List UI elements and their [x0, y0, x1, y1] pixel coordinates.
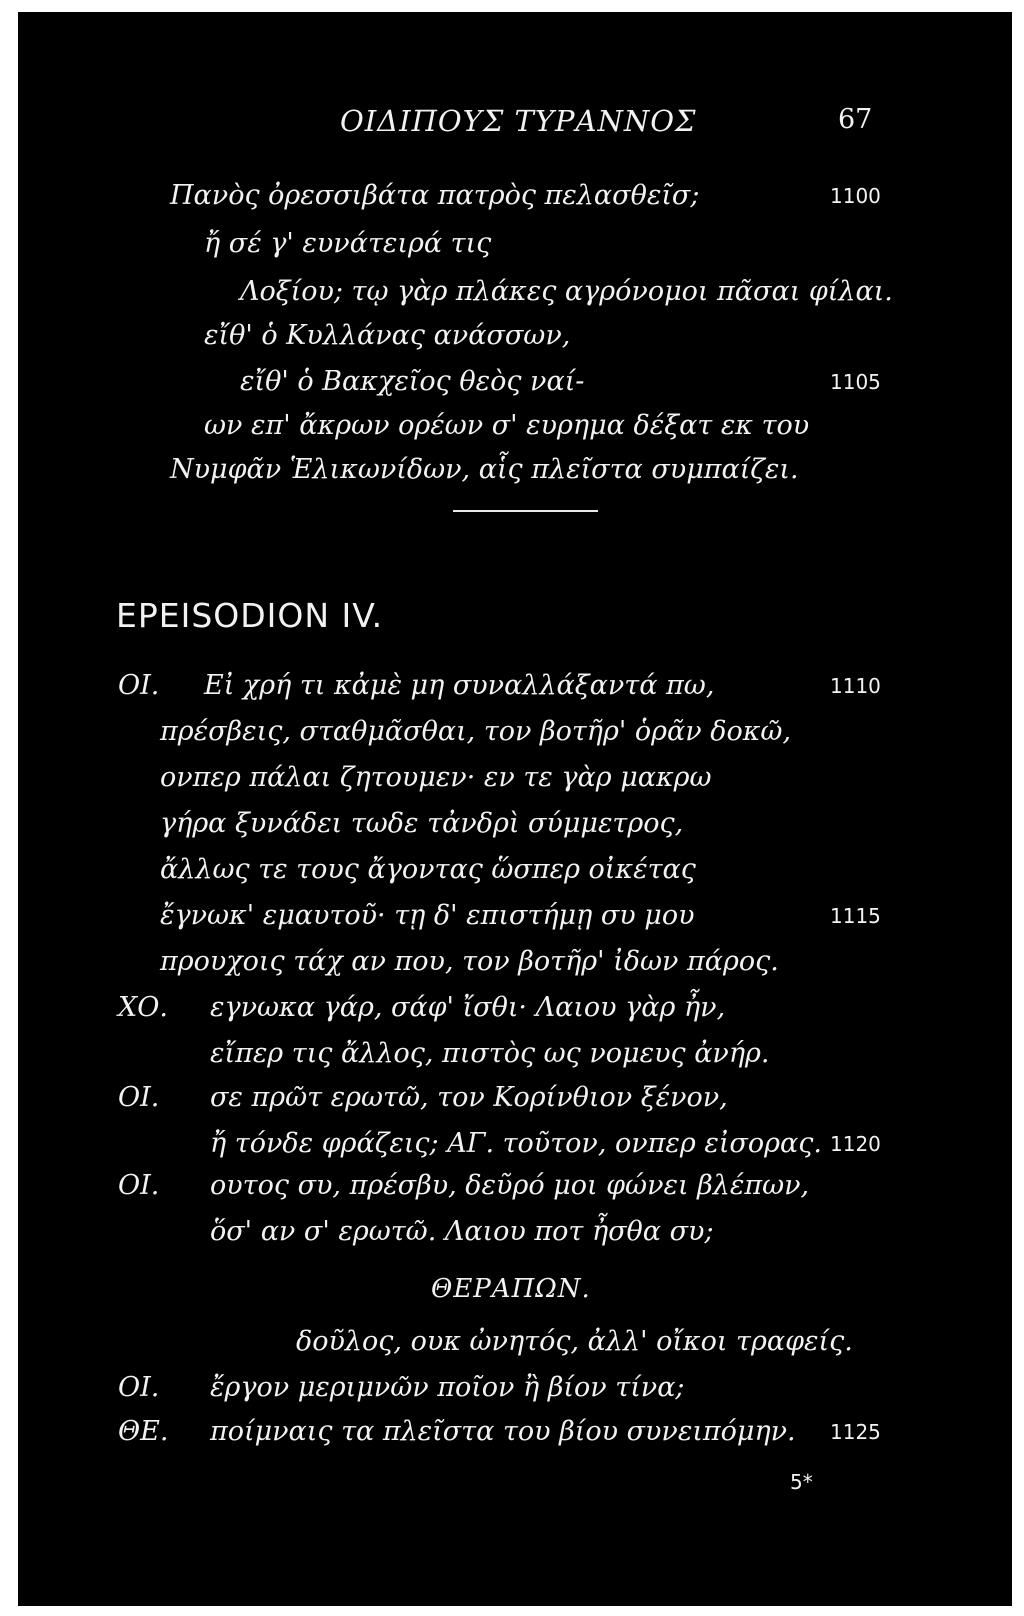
page-number: 67	[838, 104, 873, 135]
verse-line	[18, 454, 1012, 494]
line-number: 1105	[830, 370, 881, 394]
dialogue-line	[18, 854, 1012, 894]
dialogue-line	[18, 1038, 1012, 1078]
verse-text: δοῦλος, ουκ ὠνητός, ἀλλ' οἴκοι τραφείς.	[296, 1326, 853, 1357]
line-number: 1125	[830, 1420, 881, 1444]
line-number: 1115	[830, 904, 881, 928]
verse-text: εἴθ' ὁ Κυλλάνας ανάσσων,	[204, 320, 571, 351]
verse-text: ποίμναις τα πλεῖστα του βίου συνειπόμην.	[210, 1416, 796, 1447]
verse-line	[18, 366, 1012, 406]
speaker-label: ΟΙ.	[118, 1372, 160, 1403]
verse-line	[18, 276, 1012, 316]
running-title: ΟΙΔΙΠΟΥΣ ΤΥΡΑΝΝΟΣ	[340, 104, 697, 138]
verse-text: ὅσ' αν σ' ερωτῶ. Λαιου ποτ ἦσθα συ;	[210, 1216, 714, 1247]
dialogue-line	[18, 992, 1012, 1032]
verse-text: ουτος συ, πρέσβυ, δεῦρό μοι φώνει βλέπων,	[210, 1170, 810, 1201]
dialogue-line	[18, 946, 1012, 986]
speaker-label: ΟΙ.	[118, 1170, 160, 1201]
line-number: 1110	[830, 674, 881, 698]
verse-text: προυχοις τάχ αν που, τον βοτῆρ' ἰδων πάρος.	[160, 946, 779, 977]
speaker-label: ΧΟ.	[118, 992, 168, 1023]
verse-line	[18, 410, 1012, 450]
line-number: 1120	[830, 1132, 881, 1156]
verse-line	[18, 228, 1012, 268]
verse-text: ἤ τόνδε φράζεις; ΑΓ. τοῦτον, ονπερ εἰσορας.	[210, 1128, 822, 1159]
running-header	[18, 104, 1012, 144]
verse-text: Πανὸς ὀρεσσιβάτα πατρὸς πελασθεῖσ;	[170, 180, 700, 211]
line-number: 1100	[830, 184, 881, 208]
dialogue-line	[18, 762, 1012, 802]
dialogue-line	[18, 1416, 1012, 1456]
verse-text: ἔργον μεριμνῶν ποῖον ἢ βίον τίνα;	[210, 1372, 685, 1403]
dialogue-line	[18, 1170, 1012, 1210]
dialogue-line	[18, 1082, 1012, 1122]
verse-text: γήρα ξυνάδει τωδε τἀνδρὶ σύμμετρος,	[160, 808, 684, 839]
signature-mark: 5*	[790, 1470, 813, 1494]
speaker-label: ΟΙ.	[118, 1082, 160, 1113]
speaker-label: ΟΙ.	[118, 670, 160, 701]
scanned-page	[18, 12, 1012, 1606]
verse-text: ἄλλως τε τους ἄγοντας ὥσπερ οἰκέτας	[160, 854, 696, 885]
verse-text: ἤ σέ γ' ευνάτειρά τις	[204, 228, 492, 259]
verse-text: σε πρῶτ ερωτῶ, τον Κορίνθιον ξένον,	[210, 1082, 728, 1113]
dialogue-line	[18, 1326, 1012, 1366]
dialogue-line	[18, 716, 1012, 756]
speaker-label: ΘΕ.	[118, 1416, 169, 1447]
dialogue-line	[18, 670, 1012, 710]
verse-text: πρέσβεις, σταθμᾶσθαι, τον βοτῆρ' ὁρᾶν δοκῶ,	[160, 716, 792, 747]
verse-line	[18, 320, 1012, 360]
dialogue-line	[18, 1216, 1012, 1256]
verse-text: εγνωκα γάρ, σάφ' ἴσθι· Λαιου γὰρ ἦν,	[210, 992, 726, 1023]
book-page	[18, 12, 1012, 1606]
verse-text: ἔγνωκ' εμαυτοῦ· τῃ δ' επιστήμῃ συ μου	[160, 900, 695, 931]
speaker-heading: ΘΕΡΑΠΩΝ.	[431, 1274, 591, 1304]
verse-text: Εἰ χρή τι κἀμὲ μη συναλλάξαντά πω,	[204, 670, 715, 701]
verse-text: Νυμφᾶν Ἑλικωνίδων, αἷς πλεῖστα συμπαίζει.	[170, 454, 799, 485]
episode-heading: EPEISODION IV.	[116, 596, 384, 635]
verse-text: ονπερ πάλαι ζητουμεν· εν τε γὰρ μακρω	[160, 762, 712, 793]
verse-text: Λοξίου; τῳ γὰρ πλάκες αγρόνομοι πᾶσαι φίλαι.	[240, 276, 893, 307]
verse-line	[18, 180, 1012, 220]
verse-text: εἴθ' ὁ Βακχεῖος θεὸς ναί-	[240, 366, 585, 397]
section-divider	[453, 510, 598, 512]
verse-text: ων επ' ἄκρων ορέων σ' ευρημα δέξατ εκ του	[204, 410, 810, 441]
dialogue-line	[18, 808, 1012, 848]
dialogue-line	[18, 900, 1012, 940]
dialogue-line	[18, 1372, 1012, 1412]
verse-text: εἴπερ τις ἄλλος, πιστὸς ως νομευς ἀνήρ.	[210, 1038, 770, 1069]
dialogue-line	[18, 1128, 1012, 1168]
